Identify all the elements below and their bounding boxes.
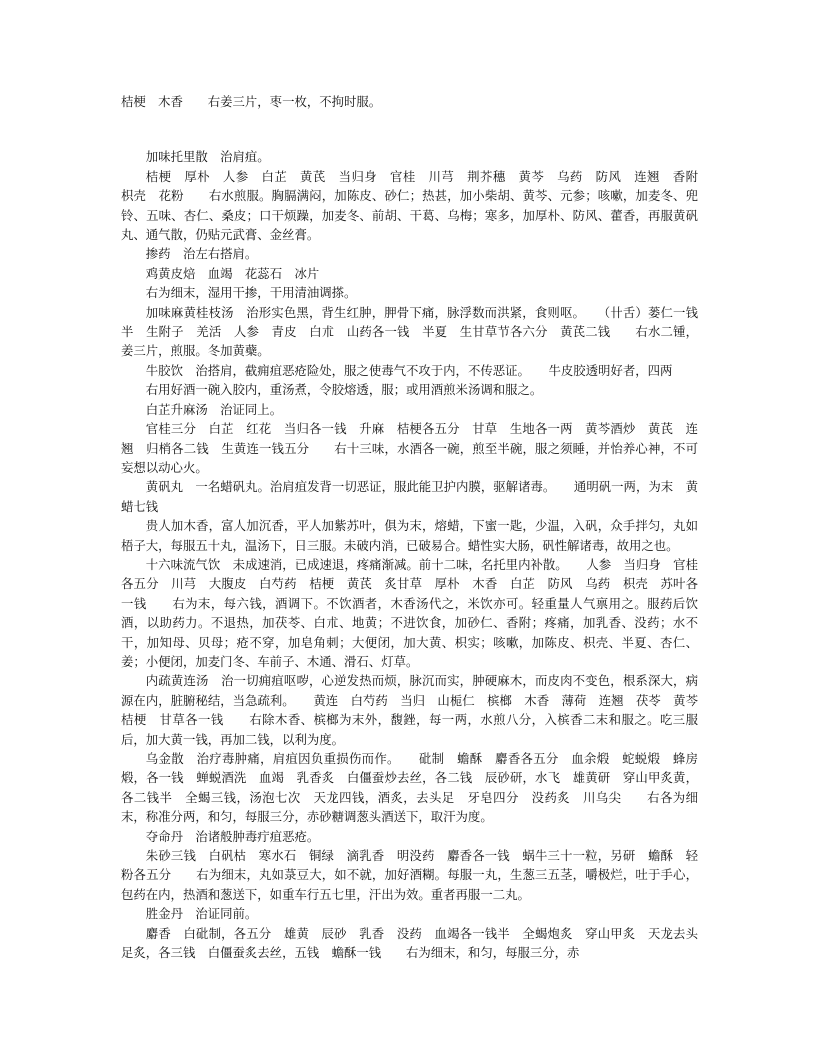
text-paragraph: 夺命丹 治诸般肿毒疔疽恶疮。: [145, 828, 320, 844]
text-paragraph: 加味麻黄桂枝汤 治形实色黑，背生红肿，胛骨下痛，脉浮数而洪紧，食则呕。 （卄舌）蒌仁一钱半 生附子 羌活 人参 青皮 白朮 山药各一钱 半夏 生甘草节各六分 黄芪二钱 右水二锺，姜三片，煎服。冬加黄蘗。: [121, 304, 698, 359]
text-paragraph: 内疏黄连汤 治一切痈疽呕哕，心逆发热而烦，脉沉而实，肿硬麻木，而皮肉不变色，根系深大，病源在内，脏腑秘结，当急疏利。 黄连 白芍药 当归 山栀仁 槟榔 木香 薄荷 连翘 茯苓 黄芩 桔梗 甘草各一钱 右除木香、槟榔为末外，馥銼，每一两，水煎八分，入槟香二末和服之。吃三服后，加大黄一钱，再加二钱，以利为度。: [121, 673, 711, 747]
text-paragraph: 鸡黄皮焙 血竭 花蕊石 冰片: [145, 265, 320, 281]
text-paragraph: 右为细末，湿用干掺，干用清油调搽。: [145, 285, 357, 301]
paragraph-gap: [121, 111, 698, 147]
text-paragraph: 朱砂三钱 白矾枯 寒水石 铜绿 滴乳香 明没药 麝香各一钱 蜗牛三十一粒，另研 蟾酥 轻粉各五分 右为细末，丸如菉豆大，如不就，加好酒糊。每服一丸，生葱三五茎，嚼极烂，吐于手心，包药在内，热酒和葱送下，如重车行五七里，汗出为效。重者再服一二丸。: [121, 848, 698, 902]
text-paragraph: 十六味流气饮 未成速消，已成速退，疼痛渐减。前十二味，名托里内补散。 人参 当归身 官桂各五分 川芎 大腹皮 白芍药 桔梗 黄芪 炙甘草 厚朴 木香 白芷 防风 乌药 枳壳 苏叶各一钱 右为末，每六钱，酒调下。不饮酒者，木香汤代之，米饮亦可。轻重量人气禀用之。服药后饮酒，以助药力。不退热，加茯苓、白朮、地黄；不进饮食，加砂仁、香附；疼痛，加乳香、没药；水不干，加知母、贝母；疮不穿，加皂角刺；大便闭，加大黄、枳实；咳嗽，加陈皮、枳壳、半夏、杏仁、姜；小便闭，加麦门冬、车前子、木通、滑石、灯草。: [121, 556, 698, 669]
text-paragraph: 桔梗 木香 右姜三片，枣一枚，不拘时服。: [121, 94, 382, 109]
text-paragraph: 贵人加木香，富人加沉香，平人加紫苏叶，俱为末，熔蜡，下蜜一匙，少温，入矾，众手拌匀，丸如梧子大，每服五十丸，温汤下，日三服。未破内消，已破易合。蜡性实大肠，矾性解诸毒，故用之也。: [121, 518, 698, 553]
text-paragraph: 牛胶饮 治搭肩，截痈疽恶疮险处，服之使毒气不攻于内，不传恶证。 牛皮胶透明好者，四两: [145, 362, 673, 378]
text-paragraph: 胜金丹 治证同前。: [145, 906, 258, 922]
text-paragraph: 官桂三分 白芷 红花 当归各一钱 升麻 桔梗各五分 甘草 生地各一两 黄芩酒炒 黄芪 连翘 归梢各二钱 生黄连一钱五分 右十三味，水酒各一碗，煎至半碗，服之须睡，并怡养心神，不可妄想以动心火。: [121, 421, 698, 475]
text-paragraph: 掺药 治左右搭肩。: [145, 246, 258, 262]
text-paragraph: 麝香 白砒制，各五分 雄黄 辰砂 乳香 没药 血竭各一钱半 全蝎炮炙 穿山甲炙 天龙去头足炙，各三钱 白僵蚕炙去丝，五钱 蟾酥一钱 右为细末，和匀，每服三分，赤: [121, 925, 698, 961]
text-paragraph: 加味托里散 治肩疽。: [145, 149, 270, 165]
text-paragraph: 黄矾丸 一名蜡矾丸。治肩疽发背一切恶证，服此能卫护内膜，驱解诸毒。 通明矾一两，为末 黄蜡七钱: [121, 479, 698, 514]
text-paragraph: 右用好酒一碗入胶内，重汤煮，令胶熔透，服；或用酒煎米汤调和服之。: [145, 382, 543, 398]
text-paragraph: 白芷升麻汤 治证同上。: [145, 401, 283, 417]
document-page: [121, 92, 711, 962]
text-paragraph: 乌金散 治疗毒肿痛，肩疽因负重损伤而作。 砒制 蟾酥 麝香各五分 血余煅 蛇蜕煅 蜂房煅，各一钱 蝉蜕酒洗 血竭 乳香炙 白僵蚕炒去丝，各二钱 辰砂研，水飞 雄黄研 穿山甲炙黄，各二钱半 全蝎三钱，汤泡七次 天龙四钱，酒炙，去头足 牙皂四分 没药炙 川乌尖 右各为细末，称准分两，和匀，每服三分，赤砂糖调葱头酒送下，取汗为度。: [121, 751, 698, 825]
text-paragraph: 桔梗 厚朴 人参 白芷 黄芪 当归身 官桂 川芎 荆芥穗 黄芩 乌药 防风 连翘 香附 枳壳 花粉 右水煎服。胸膈满闷，加陈皮、砂仁；热甚，加小柴胡、黄芩、元参；咳嗽，加麦冬、兜铃、五味、杏仁、桑皮；口干烦躁，加麦冬、前胡、干葛、乌梅；寒多，加厚朴、防风、藿香，再服黄矾丸、通气散，仍贴元武膏、金丝膏。: [121, 168, 711, 243]
